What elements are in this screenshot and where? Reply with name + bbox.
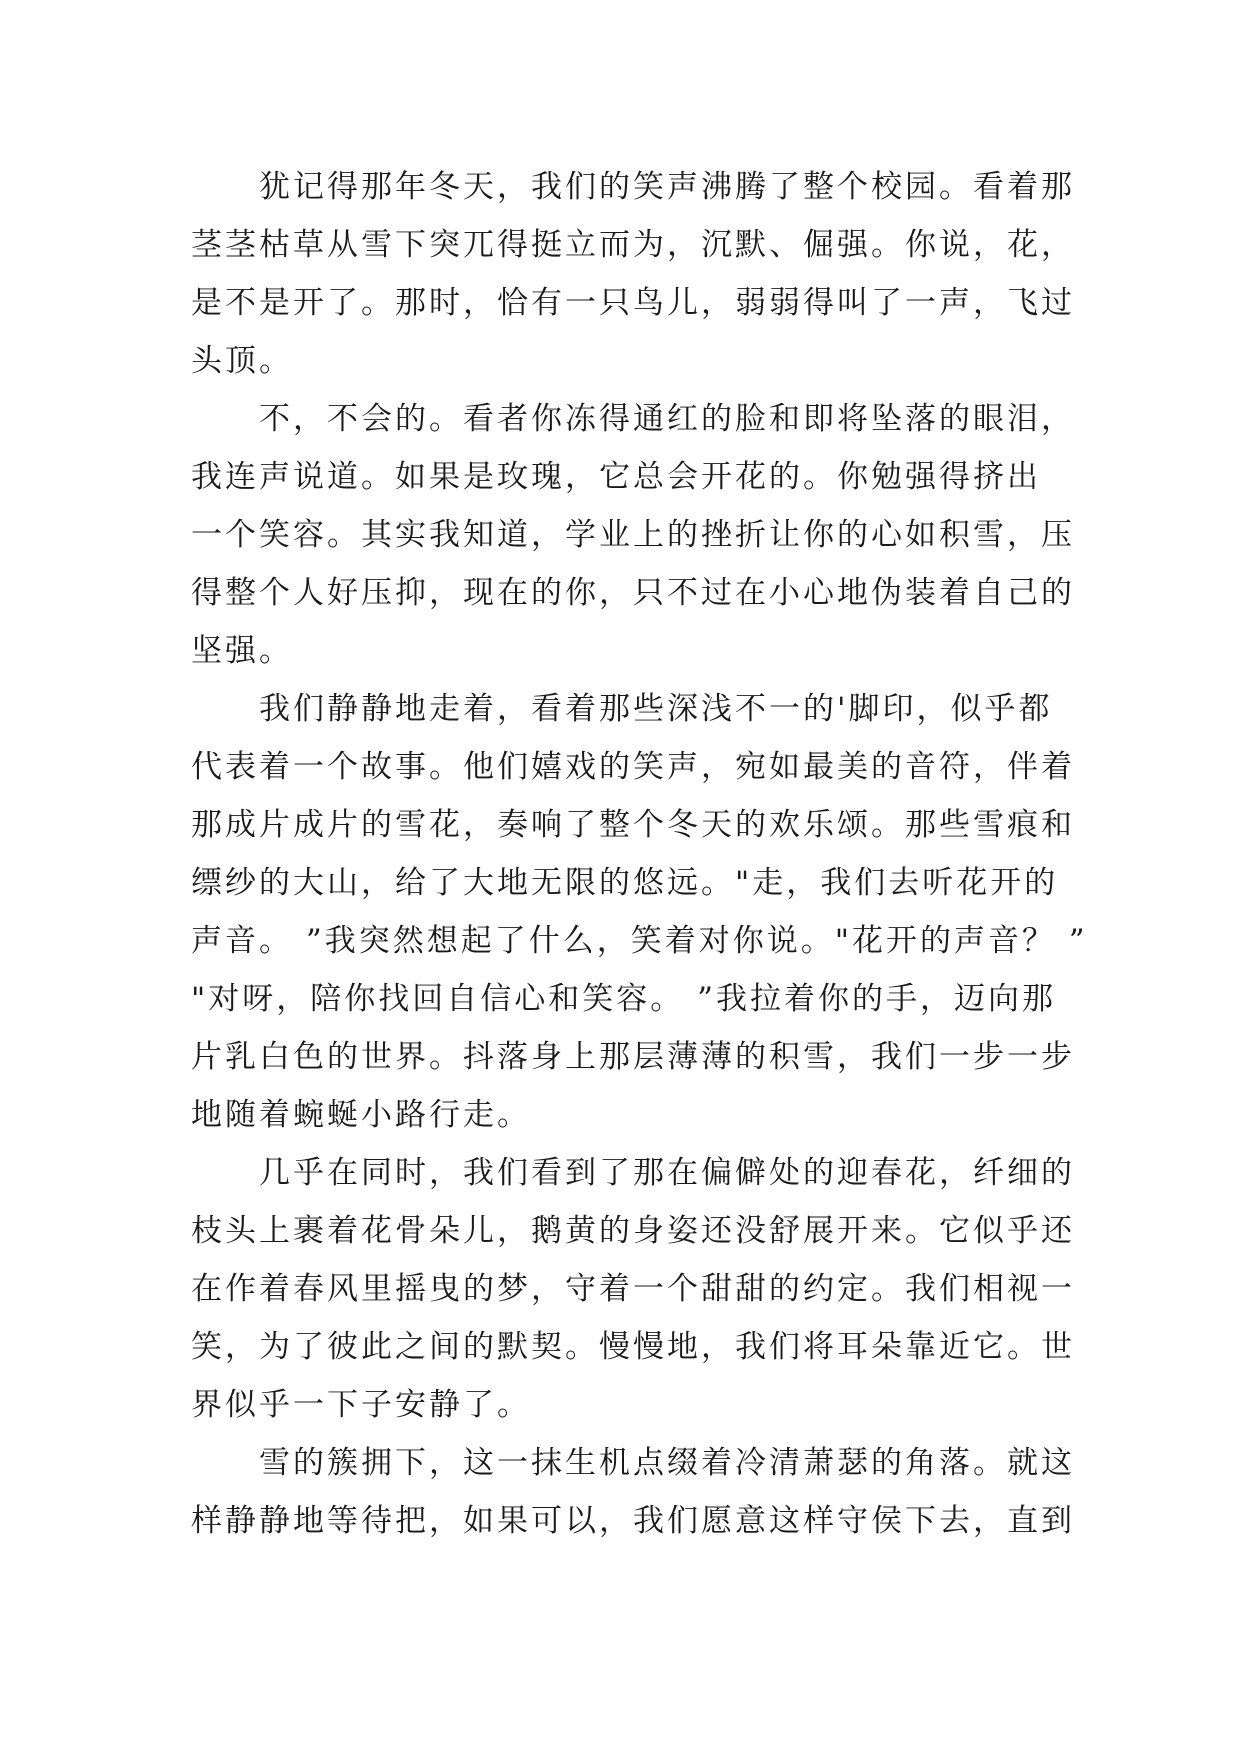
text-line: 头顶。 <box>191 343 293 379</box>
essay-body <box>191 158 1088 1550</box>
text-line: 坚强。 <box>191 633 293 669</box>
text-line: "对呀，陪你找回自信心和笑容。 ”我拉着你的手，迈向那 <box>191 981 1056 1017</box>
text-line: 声音。 ”我突然想起了什么，笑着对你说。"花开的声音？ ” <box>191 923 1088 959</box>
text-line: 那成片成片的雪花，奏响了整个冬天的欢乐颂。那些雪痕和 <box>191 807 1075 843</box>
paragraph <box>191 1144 1075 1434</box>
text-line: 样静静地等待把，如果可以，我们愿意这样守侯下去，直到 <box>191 1503 1075 1539</box>
text-line: 我连声说道。如果是玫瑰，它总会开花的。你勉强得挤出 <box>191 459 1041 495</box>
text-line: 我们静静地走着，看着那些深浅不一的'脚印，似乎都 <box>259 691 1053 727</box>
text-line: 代表着一个故事。他们嬉戏的笑声，宛如最美的音符，伴着 <box>191 749 1075 785</box>
text-line: 片乳白色的世界。抖落身上那层薄薄的积雪，我们一步一步 <box>191 1039 1075 1075</box>
paragraph <box>191 680 1088 1144</box>
text-line: 地随着蜿蜒小路行走。 <box>191 1097 531 1133</box>
text-line: 雪的簇拥下，这一抹生机点缀着冷清萧瑟的角落。就这 <box>259 1445 1075 1481</box>
text-line: 枝头上裹着花骨朵儿，鹅黄的身姿还没舒展开来。它似乎还 <box>191 1213 1075 1249</box>
text-line: 得整个人好压抑，现在的你，只不过在小心地伪装着自己的 <box>191 575 1075 611</box>
text-line: 在作着春风里摇曳的梦，守着一个甜甜的约定。我们相视一 <box>191 1271 1075 1307</box>
paragraph <box>191 1434 1075 1550</box>
paragraph <box>191 390 1075 680</box>
text-line: 界似乎一下子安静了。 <box>191 1387 531 1423</box>
text-line: 茎茎枯草从雪下突兀得挺立而为，沉默、倔强。你说，花， <box>191 227 1075 263</box>
text-line: 一个笑容。其实我知道，学业上的挫折让你的心如积雪，压 <box>191 517 1075 553</box>
paragraph <box>191 158 1075 390</box>
text-line: 不，不会的。看者你冻得通红的脸和即将坠落的眼泪， <box>259 401 1075 437</box>
text-line: 犹记得那年冬天，我们的笑声沸腾了整个校园。看着那 <box>259 169 1075 205</box>
text-line: 几乎在同时，我们看到了那在偏僻处的迎春花，纤细的 <box>259 1155 1075 1191</box>
text-line: 缥纱的大山，给了大地无限的悠远。"走，我们去听花开的 <box>191 865 1059 901</box>
text-line: 笑，为了彼此之间的默契。慢慢地，我们将耳朵靠近它。世 <box>191 1329 1075 1365</box>
text-line: 是不是开了。那时，恰有一只鸟儿，弱弱得叫了一声，飞过 <box>191 285 1075 321</box>
